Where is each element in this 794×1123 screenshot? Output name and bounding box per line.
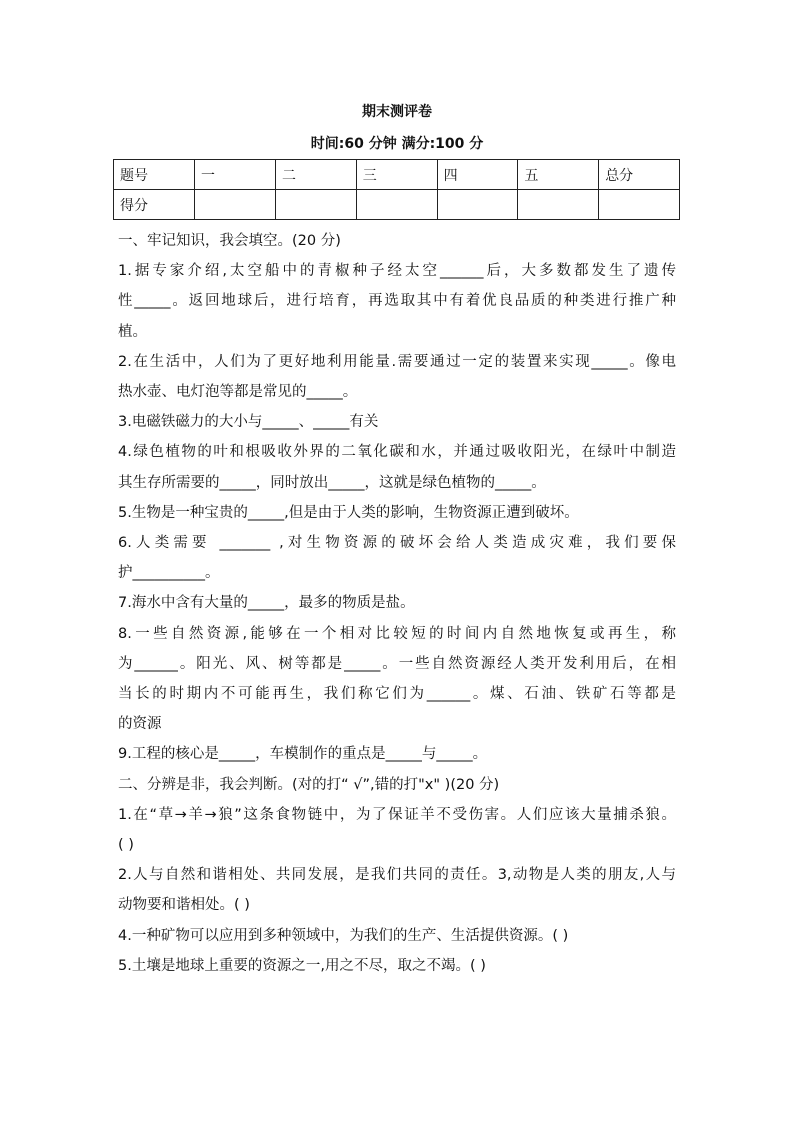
score-table-cell: 一 (195, 160, 276, 190)
question-line: 的资源 (118, 716, 162, 733)
score-input-cell[interactable] (437, 190, 518, 220)
question-line: 5.生物是一种宝贵的_____,但是由于人类的影响，生物资源正遭到破坏。 (118, 504, 579, 521)
exam-title: 期末测评卷 (362, 104, 432, 120)
score-table-header-row (114, 160, 680, 190)
score-input-cell[interactable] (518, 190, 599, 220)
score-input-cell[interactable] (195, 190, 276, 220)
section-heading: 一、牢记知识，我会填空。(20 分) (118, 233, 341, 249)
question-line: 热水壶、电灯泡等都是常见的_____。 (118, 384, 358, 401)
score-row-label: 得分 (114, 190, 195, 220)
question-line: 8.一些自然资源,能够在一个相对比较短的时间内自然地恢复或再生，称 (118, 625, 676, 642)
score-table-cell: 三 (356, 160, 437, 190)
question-line: 2.在生活中，人们为了更好地利用能量.需要通过一定的装置来实现_____。像电 (118, 353, 676, 370)
question-line: 4.绿色植物的叶和根吸收外界的二氧化碳和水，并通过吸收阳光，在绿叶中制造 (118, 444, 676, 461)
question-line: 为______。阳光、风、树等都是_____。一些自然资源经人类开发利用后，在相 (118, 655, 676, 672)
question-line: 1.在“草→羊→狼”这条食物链中，为了保证羊不受伤害。人们应该大量捕杀狼。 (118, 806, 676, 823)
score-input-cell[interactable] (599, 190, 680, 220)
question-line: 其生存所需要的_____，同时放出_____，这就是绿色植物的_____。 (118, 474, 546, 491)
question-line: 7.海水中含有大量的_____，最多的物质是盐。 (118, 595, 415, 612)
score-table-cell: 总分 (599, 160, 680, 190)
question-line: 动物要和谐相处。( ) (118, 897, 250, 914)
score-table-score-row (114, 190, 680, 220)
question-line: 性_____。返回地球后，进行培育，再选取其中有着优良品质的种类进行推广种 (118, 293, 676, 310)
question-line: 3.电磁铁磁力的大小与_____、_____有关 (118, 414, 379, 431)
score-input-cell[interactable] (356, 190, 437, 220)
question-line: 2.人与自然和谐相处、共同发展，是我们共同的责任。3,动物是人类的朋友,人与 (118, 867, 676, 884)
question-line: 9.工程的核心是_____，车模制作的重点是_____与_____。 (118, 746, 488, 763)
score-table-cell: 四 (437, 160, 518, 190)
section-heading: 二、分辨是非，我会判断。(对的打“ √”,错的打"x" )(20 分) (118, 776, 500, 793)
question-line: 4.一种矿物可以应用到多种领域中，为我们的生产、生活提供资源。( ) (118, 927, 569, 944)
question-line: 5.土壤是地球上重要的资源之一,用之不尽，取之不竭。( ) (118, 957, 486, 974)
score-table-cell: 五 (518, 160, 599, 190)
score-table (113, 159, 680, 220)
question-line: 1.据专家介绍,太空船中的青椒种子经太空______后，大多数都发生了遗传 (118, 263, 676, 280)
answer-bracket: ( ) (118, 837, 134, 854)
score-table-cell: 二 (276, 160, 357, 190)
question-line: 当长的时期内不可能再生，我们称它们为______。煤、石油、铁矿石等都是 (118, 686, 676, 703)
question-line: 6.人类需要 _______ ,对生物资源的破坏会给人类造成灾难，我们要保 (118, 535, 676, 552)
exam-meta: 时间:60 分钟 满分:100 分 (310, 136, 484, 152)
score-table-cell: 题号 (114, 160, 195, 190)
question-line: 护__________。 (118, 565, 220, 582)
score-input-cell[interactable] (276, 190, 357, 220)
exam-body (118, 226, 676, 981)
question-line: 植。 (118, 323, 147, 340)
